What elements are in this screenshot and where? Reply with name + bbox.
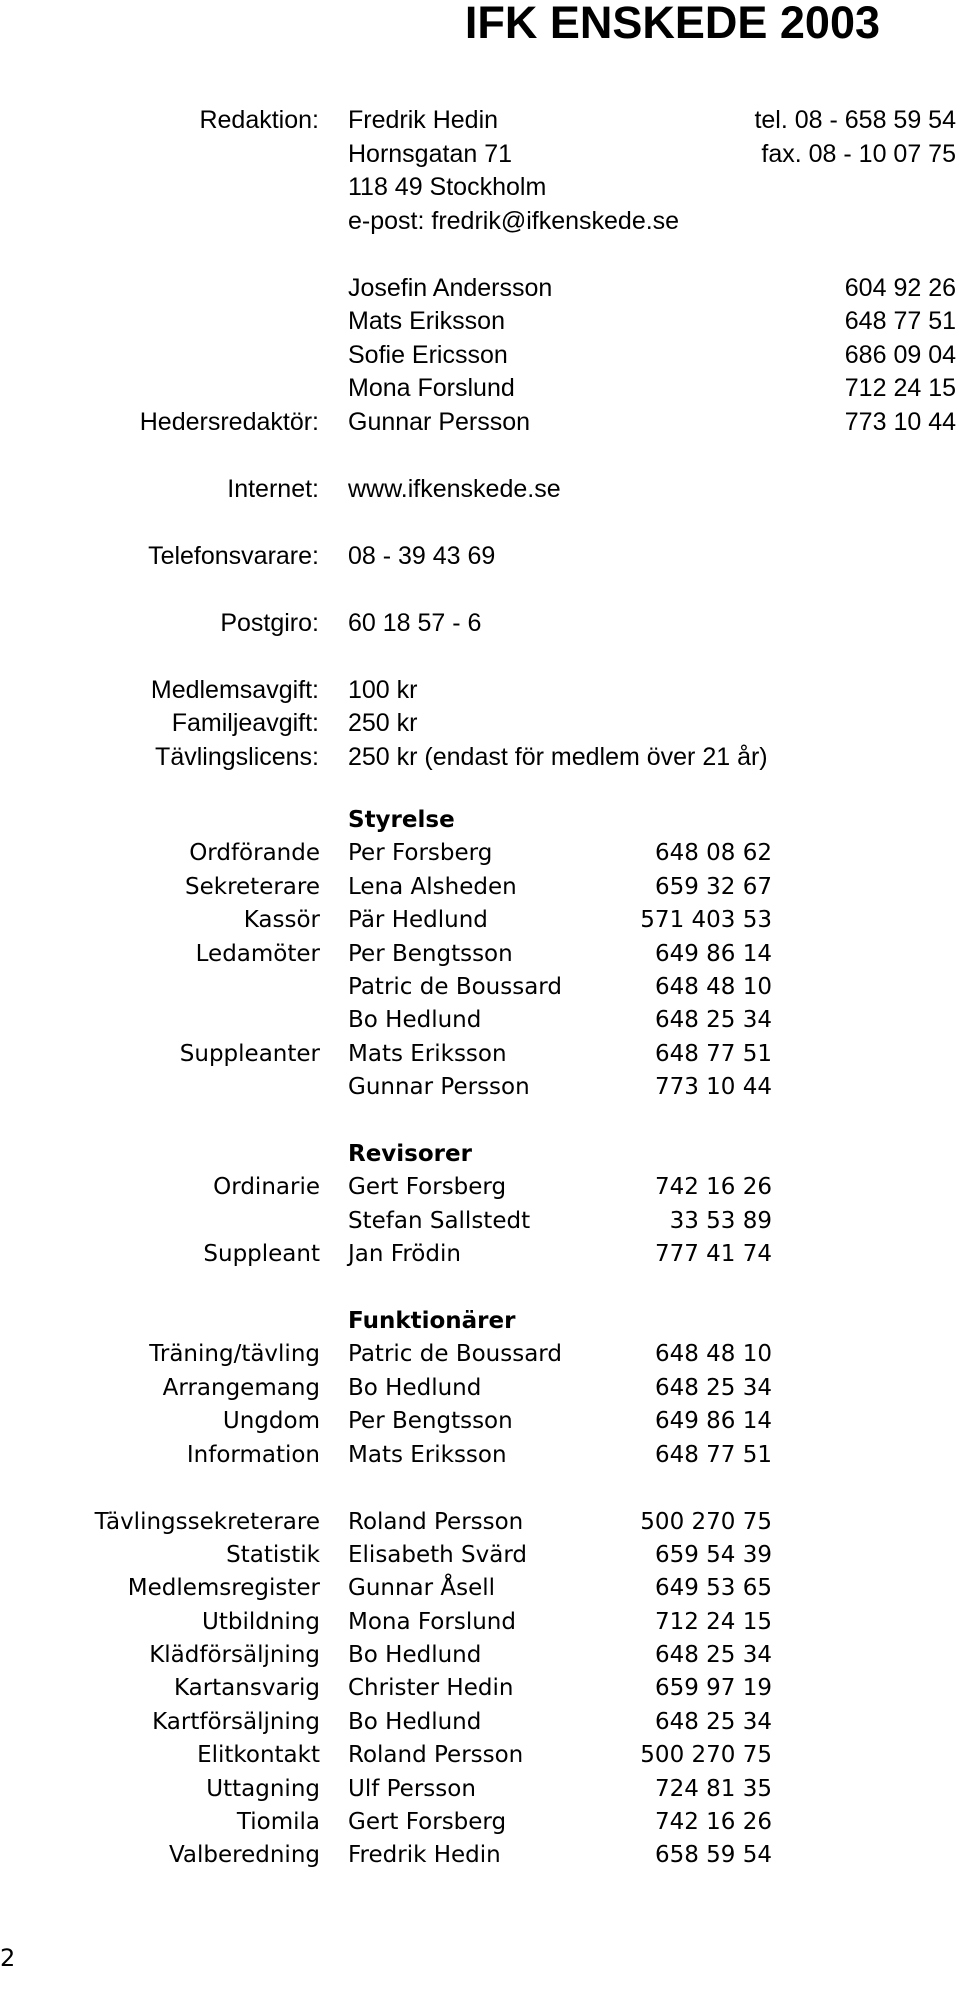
fee-row <box>0 741 960 775</box>
person-name: Pär Hedlund <box>348 907 488 934</box>
person-name: Gunnar Persson <box>348 1074 530 1101</box>
styrelse-heading-row <box>0 804 960 837</box>
person-name: Bo Hedlund <box>348 1007 482 1034</box>
fee-row <box>0 674 960 708</box>
person-phone: 742 16 26 <box>654 1809 772 1836</box>
person-phone: 649 53 65 <box>654 1575 772 1602</box>
redaktion-tel: tel. 08 - 658 59 54 <box>754 106 956 134</box>
person-name: Gert Forsberg <box>348 1174 507 1201</box>
list-item <box>0 1238 960 1271</box>
person-phone: 648 25 34 <box>654 1708 772 1735</box>
role-label: Arrangemang <box>162 1374 320 1401</box>
role-label: Elitkontakt <box>197 1742 320 1769</box>
redaktion-member-row <box>0 339 960 373</box>
person-phone: 648 25 34 <box>654 1374 772 1401</box>
list-item <box>0 871 960 904</box>
role-label: Träning/tävling <box>149 1341 320 1368</box>
person-phone: 777 41 74 <box>654 1241 772 1268</box>
person-name: Gert Forsberg <box>348 1809 507 1836</box>
funktionarer-heading-row <box>0 1305 960 1338</box>
role-label: Kartförsäljning <box>152 1708 320 1735</box>
list-item <box>0 1205 960 1238</box>
role-label: Ordinarie <box>213 1174 320 1201</box>
member-name: Mona Forslund <box>348 374 515 402</box>
person-name: Stefan Sallstedt <box>348 1207 531 1234</box>
list-item <box>0 1572 960 1605</box>
role-label: Suppleant <box>203 1241 320 1268</box>
person-name: Patric de Boussard <box>348 1341 562 1368</box>
person-name: Mats Eriksson <box>348 1441 507 1468</box>
person-phone: 649 86 14 <box>654 940 772 967</box>
list-item <box>0 1739 960 1772</box>
person-name: Roland Persson <box>348 1508 524 1535</box>
person-phone: 33 53 89 <box>669 1207 772 1234</box>
member-phone: 604 92 26 <box>844 273 956 302</box>
person-name: Bo Hedlund <box>348 1708 482 1735</box>
internet-url: www.ifkenskede.se <box>348 474 561 503</box>
person-name: Gunnar Åsell <box>348 1575 496 1602</box>
list-item <box>0 1071 960 1104</box>
list-item <box>0 938 960 971</box>
person-name: Ulf Persson <box>348 1775 476 1802</box>
postgiro-label: Postgiro: <box>220 608 319 637</box>
page-title: IFK ENSKEDE 2003 <box>464 0 880 48</box>
person-name: Per Bengtsson <box>348 1408 513 1435</box>
funktionarer-heading: Funktionärer <box>348 1308 516 1335</box>
list-item <box>0 1038 960 1071</box>
telefonsvarare-label: Telefonsvarare: <box>148 541 319 570</box>
redaktion-street: Hornsgatan 71 <box>348 139 513 168</box>
person-phone: 648 08 62 <box>654 840 772 867</box>
list-item <box>0 1171 960 1204</box>
person-name: Fredrik Hedin <box>348 1842 501 1869</box>
styrelse-heading: Styrelse <box>348 807 455 833</box>
fee-label: Tävlingslicens: <box>155 742 319 771</box>
person-phone: 648 48 10 <box>654 973 772 1000</box>
person-phone: 659 97 19 <box>654 1675 772 1702</box>
person-name: Bo Hedlund <box>348 1374 482 1401</box>
list-item <box>0 1606 960 1639</box>
list-item <box>0 1405 960 1438</box>
fee-label: Familjeavgift: <box>171 709 319 737</box>
page-number: 2 <box>0 1944 16 1972</box>
member-name: Mats Eriksson <box>348 307 505 335</box>
internet-label: Internet: <box>227 474 319 503</box>
revisorer-heading: Revisorer <box>348 1141 472 1168</box>
role-label: Kartansvarig <box>173 1675 320 1702</box>
person-name: Mats Eriksson <box>348 1040 507 1067</box>
redaktion-row <box>0 104 960 138</box>
hedersredaktor-name: Gunnar Persson <box>348 407 531 436</box>
redaktion-label: Redaktion: <box>199 106 319 134</box>
hedersredaktor-phone: 773 10 44 <box>844 407 956 436</box>
fee-value: 100 kr <box>348 675 418 704</box>
role-label: Kassör <box>243 907 320 934</box>
person-name: Bo Hedlund <box>348 1642 482 1669</box>
redaktion-name: Fredrik Hedin <box>348 106 499 134</box>
postgiro-row <box>0 607 960 641</box>
funktionarer-list-2 <box>0 1506 960 1873</box>
redaktion-fax: fax. 08 - 10 07 75 <box>761 139 956 168</box>
telefonsvarare-value: 08 - 39 43 69 <box>348 541 496 570</box>
redaktion-email-row <box>0 205 960 239</box>
role-label: Suppleanter <box>179 1040 320 1067</box>
person-phone: 500 270 75 <box>640 1508 772 1535</box>
role-label: Statistik <box>226 1541 320 1568</box>
list-item <box>0 1839 960 1872</box>
list-item <box>0 1672 960 1705</box>
person-phone: 742 16 26 <box>654 1174 772 1201</box>
list-item <box>0 1773 960 1806</box>
internet-row <box>0 473 960 507</box>
redaktion-street-row <box>0 138 960 172</box>
fee-label: Medlemsavgift: <box>150 675 319 704</box>
member-phone: 648 77 51 <box>844 307 956 335</box>
list-item <box>0 1372 960 1405</box>
person-phone: 712 24 15 <box>654 1608 772 1635</box>
person-phone: 648 77 51 <box>654 1040 772 1067</box>
role-label: Uttagning <box>206 1775 320 1802</box>
role-label: Sekreterare <box>185 873 320 900</box>
funktionarer-list <box>0 1338 960 1472</box>
redaktion-city: 118 49 Stockholm <box>348 173 547 201</box>
list-item <box>0 1506 960 1539</box>
fee-value: 250 kr <box>348 709 418 737</box>
role-label: Klädförsäljning <box>149 1642 320 1669</box>
person-phone: 500 270 75 <box>640 1742 772 1769</box>
list-item <box>0 904 960 937</box>
person-name: Per Forsberg <box>348 840 493 867</box>
redaktion-member-row <box>0 372 960 406</box>
person-phone: 658 59 54 <box>654 1842 772 1869</box>
person-name: Roland Persson <box>348 1742 524 1769</box>
list-item <box>0 1539 960 1572</box>
person-name: Lena Alsheden <box>348 873 517 900</box>
person-phone: 571 403 53 <box>640 907 772 934</box>
list-item <box>0 1439 960 1472</box>
role-label: Tiomila <box>236 1809 320 1836</box>
hedersredaktor-label: Hedersredaktör: <box>139 407 319 436</box>
telefonsvarare-row <box>0 540 960 574</box>
list-item <box>0 1806 960 1839</box>
role-label: Medlemsregister <box>127 1575 320 1602</box>
list-item <box>0 1639 960 1672</box>
person-phone: 773 10 44 <box>654 1074 772 1101</box>
person-phone: 659 54 39 <box>654 1541 772 1568</box>
person-name: Mona Forslund <box>348 1608 516 1635</box>
member-phone: 712 24 15 <box>844 374 956 402</box>
hedersredaktor-row <box>0 406 960 440</box>
fee-value: 250 kr (endast för medlem över 21 år) <box>348 742 768 771</box>
person-name: Jan Frödin <box>348 1241 461 1268</box>
role-label: Ledamöter <box>195 940 320 967</box>
person-phone: 659 32 67 <box>654 873 772 900</box>
contact-info-section <box>0 104 960 774</box>
person-phone: 648 25 34 <box>654 1642 772 1669</box>
redaktion-city-row <box>0 171 960 205</box>
person-phone: 648 25 34 <box>654 1007 772 1034</box>
role-label: Information <box>186 1441 320 1468</box>
revisorer-heading-row <box>0 1138 960 1171</box>
revisorer-list <box>0 1171 960 1271</box>
postgiro-value: 60 18 57 - 6 <box>348 608 482 637</box>
role-label: Tävlingssekreterare <box>94 1508 320 1535</box>
styrelse-list <box>0 837 960 1104</box>
role-label: Utbildning <box>202 1608 320 1635</box>
person-name: Elisabeth Svärd <box>348 1541 528 1568</box>
redaktion-member-row <box>0 305 960 339</box>
person-phone: 649 86 14 <box>654 1408 772 1435</box>
person-phone: 724 81 35 <box>654 1775 772 1802</box>
person-name: Patric de Boussard <box>348 973 562 1000</box>
role-label: Ordförande <box>189 840 320 867</box>
role-label: Ungdom <box>222 1408 320 1435</box>
role-label: Valberedning <box>168 1842 320 1869</box>
member-name: Sofie Ericsson <box>348 340 508 369</box>
member-phone: 686 09 04 <box>844 340 956 369</box>
officials-section <box>0 804 960 1873</box>
redaktion-email: e-post: fredrik@ifkenskede.se <box>348 206 680 235</box>
redaktion-member-row <box>0 272 960 306</box>
list-item <box>0 837 960 870</box>
list-item <box>0 1004 960 1037</box>
member-name: Josefin Andersson <box>348 273 553 302</box>
person-phone: 648 48 10 <box>654 1341 772 1368</box>
person-name: Christer Hedin <box>348 1675 514 1702</box>
person-name: Per Bengtsson <box>348 940 513 967</box>
list-item <box>0 1338 960 1371</box>
list-item <box>0 1706 960 1739</box>
fee-row <box>0 707 960 741</box>
person-phone: 648 77 51 <box>654 1441 772 1468</box>
list-item <box>0 971 960 1004</box>
